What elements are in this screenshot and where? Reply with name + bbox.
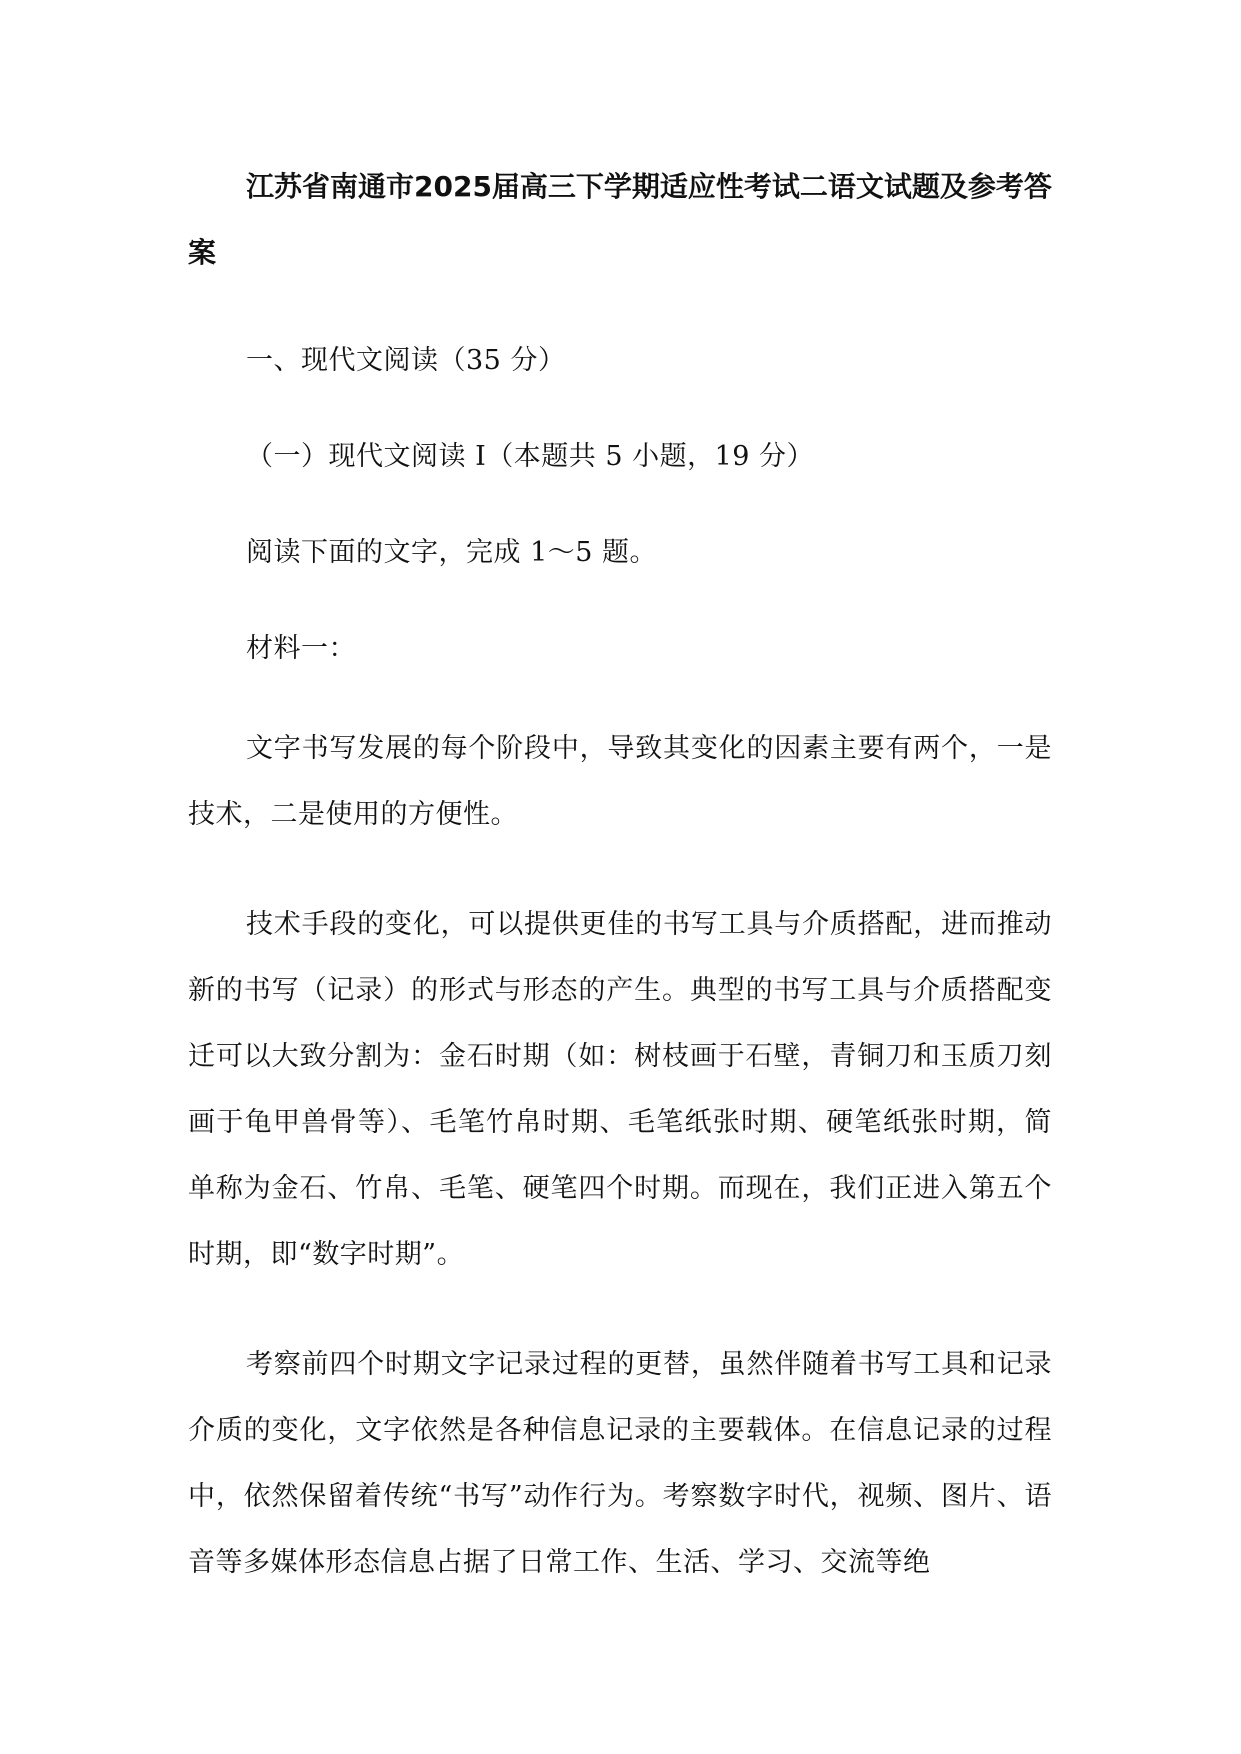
document-title: 江苏省南通市2025届高三下学期适应性考试二语文试题及参考答案 <box>188 170 1052 269</box>
paragraph-3: 考察前四个时期文字记录过程的更替，虽然伴随着书写工具和记录介质的变化，文字依然是各种信息记录的主要载体。在信息记录的过程中，依然保留着传统“书写”动作行为。考察数字时代，视频、图片、语音等多媒体形态信息占据了日常工作、生活、学习、交流等绝 <box>188 1349 1052 1578</box>
paragraph-2: 技术手段的变化，可以提供更佳的书写工具与介质搭配，进而推动新的书写（记录）的形式与形态的产生。典型的书写工具与介质搭配变迁可以大致分割为：金石时期（如：树枝画于石壁，青铜刀和玉质刀刻画于龟甲兽骨等）、毛笔竹帛时期、毛笔纸张时期、硬笔纸张时期，简单称为金石、竹帛、毛笔、硬笔四个时期。而现在，我们正进入第五个时期，即“数字时期”。 <box>188 909 1052 1270</box>
document-body <box>188 154 1052 1596</box>
material-label: 材料一： <box>246 633 356 664</box>
reading-instruction: 阅读下面的文字，完成 1～5 题。 <box>246 537 658 568</box>
paragraph-1: 文字书写发展的每个阶段中，导致其变化的因素主要有两个，一是技术，二是使用的方便性。 <box>188 733 1052 830</box>
subsection-heading: （一）现代文阅读 I（本题共 5 小题，19 分） <box>246 441 815 472</box>
section-heading: 一、现代文阅读（35 分） <box>246 345 566 376</box>
